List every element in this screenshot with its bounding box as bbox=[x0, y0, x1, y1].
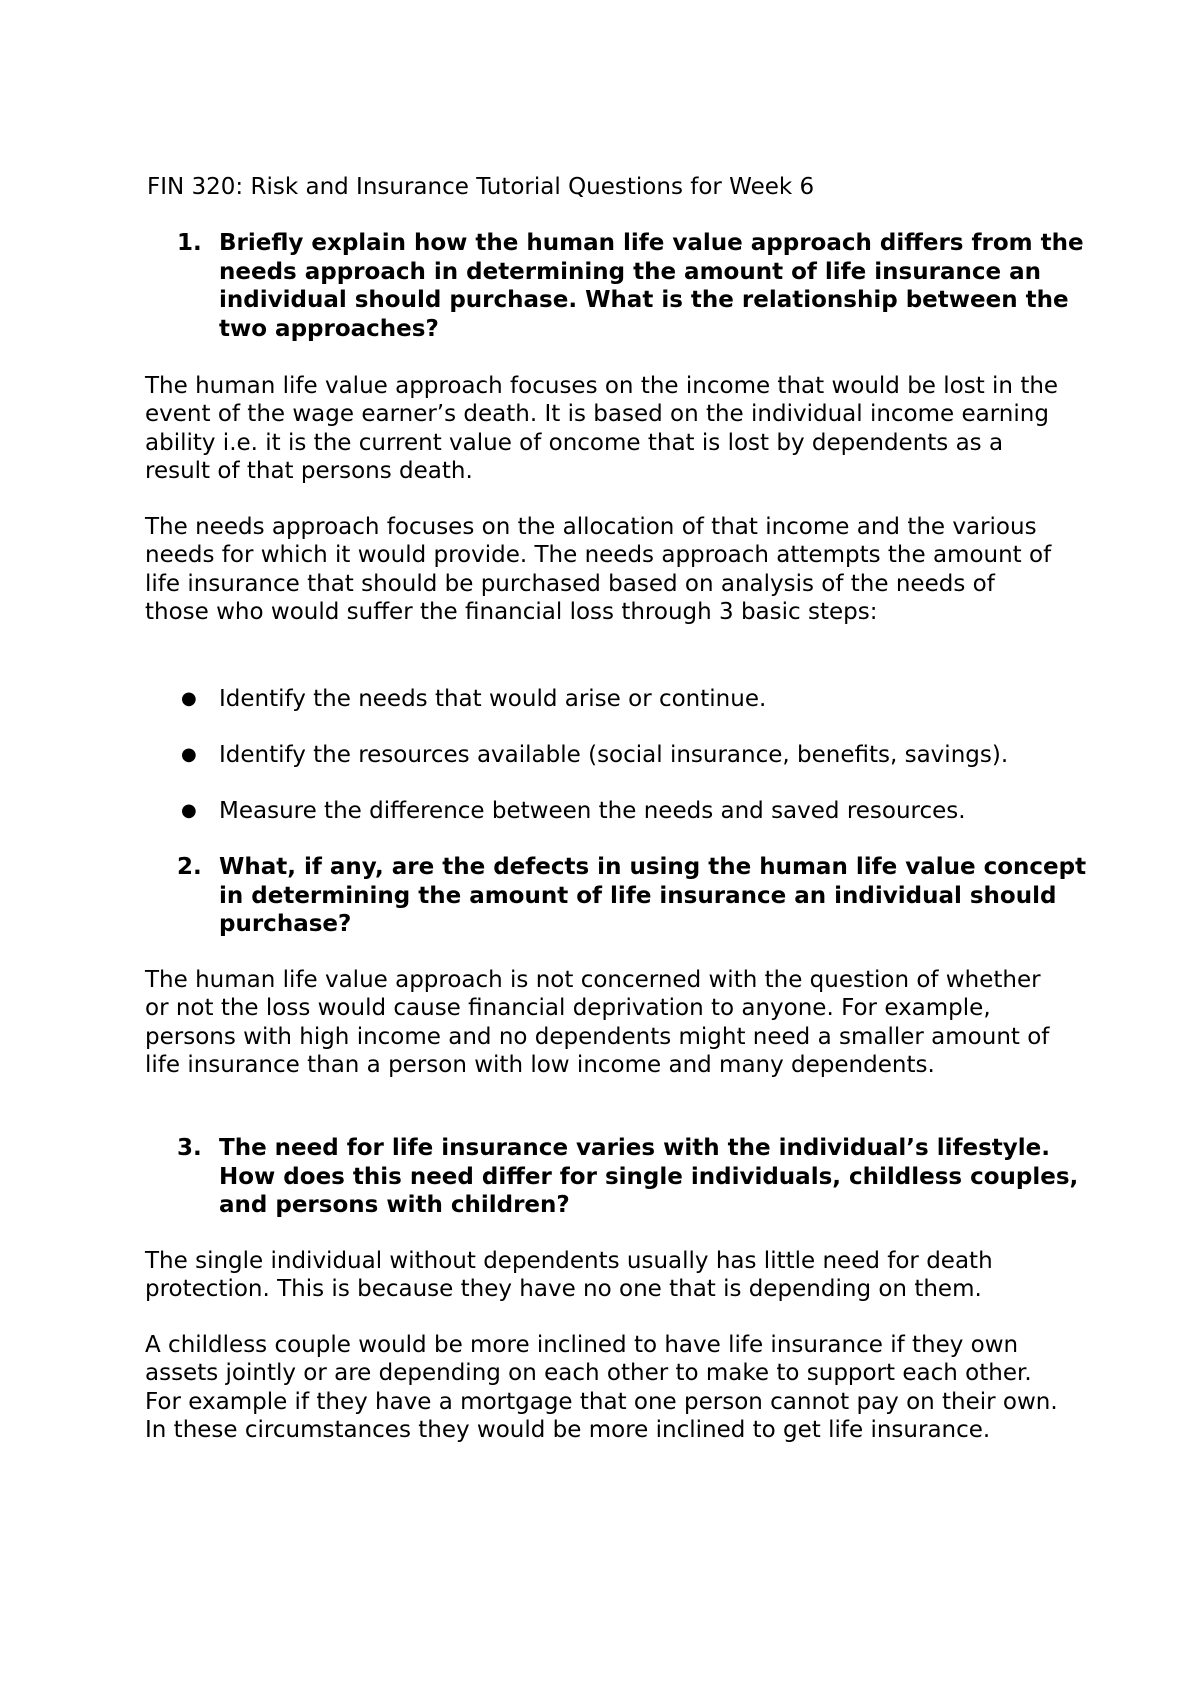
question-number: 3. bbox=[177, 1135, 202, 1161]
question-2 bbox=[177, 853, 1097, 939]
list-item bbox=[181, 797, 1081, 825]
list-item bbox=[181, 685, 1081, 713]
question-number: 1. bbox=[177, 230, 202, 256]
bullet-icon: ● bbox=[181, 688, 197, 709]
bullet-icon: ● bbox=[181, 800, 197, 821]
answer-2-paragraph-1: The human life value approach is not concerned with the question of whether or not the loss would cause financial deprivation to anyone. For example, persons with high income and no dependents might need a smaller amount of life insurance than a person with low income and many dependents. bbox=[145, 967, 1050, 1078]
question-text: The need for life insurance varies with the individual’s lifestyle. How does this need differ for single individuals, childless couples, and persons with children? bbox=[219, 1135, 1079, 1218]
list-item-text: Identify the needs that would arise or continue. bbox=[219, 686, 767, 712]
document-title: FIN 320: Risk and Insurance Tutorial Questions for Week 6 bbox=[147, 174, 815, 200]
question-text: Briefly explain how the human life value approach differs from the needs approach in determining the amount of life insurance an individual should purchase. What is the relationship between the two approaches? bbox=[219, 230, 1084, 342]
bullet-icon: ● bbox=[181, 744, 197, 765]
answer-1-paragraph-2: The needs approach focuses on the allocation of that income and the various needs for which it would provide. The needs approach attempts the amount of life insurance that should be purchased based on analysis of the needs of those who would suffer the financial loss through 3 basic steps: bbox=[145, 514, 1052, 625]
question-3 bbox=[177, 1134, 1097, 1220]
answer-3-paragraph-2: A childless couple would be more inclined to have life insurance if they own assets jointly or are depending on each other to make to support each other. For example if they have a mortgage that one person cannot pay on their own. In these circumstances they would be more inclined to get life insurance. bbox=[145, 1332, 1058, 1443]
list-item-text: Identify the resources available (social insurance, benefits, savings). bbox=[219, 742, 1009, 768]
answer-3-paragraph-1: The single individual without dependents usually has little need for death protection. This is because they have no one that is depending on them. bbox=[145, 1248, 993, 1303]
question-text: What, if any, are the defects in using the human life value concept in determining the amount of life insurance an individual should purchase? bbox=[219, 854, 1087, 937]
list-item-text: Measure the difference between the needs and saved resources. bbox=[219, 798, 966, 824]
question-number: 2. bbox=[177, 854, 202, 880]
answer-1-paragraph-1: The human life value approach focuses on the income that would be lost in the event of the wage earner’s death. It is based on the individual income earning ability i.e. it is the current value of oncome that is lost by dependents as a result of that persons death. bbox=[145, 373, 1059, 484]
list-item bbox=[181, 741, 1081, 769]
question-1 bbox=[177, 229, 1097, 343]
